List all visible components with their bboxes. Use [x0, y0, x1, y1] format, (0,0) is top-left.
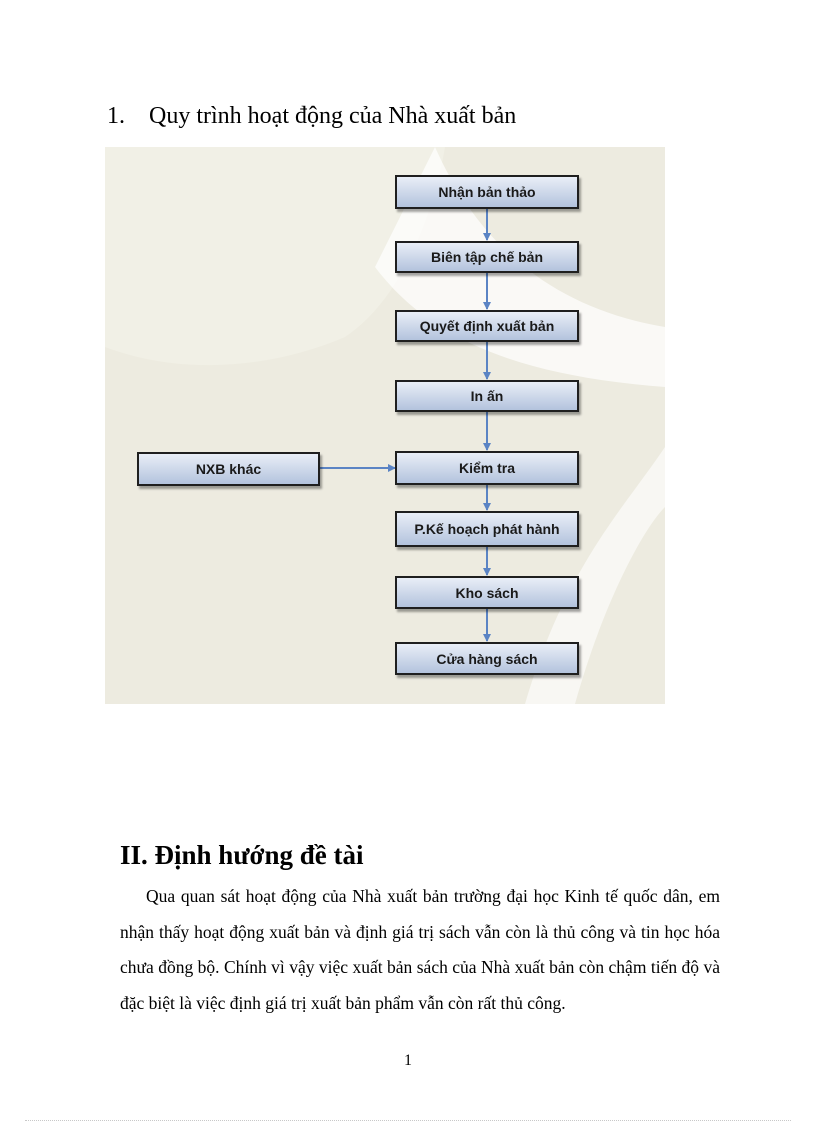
section-1-number: 1. [107, 103, 125, 129]
section-2-paragraph: Qua quan sát hoạt động của Nhà xuất bản trường đại học Kinh tế quốc dân, em nhận thấy hoạt động xuất bản và định giá trị sách vẫn còn là thủ công và tin học hóa chưa đồng bộ. Chính vì vậy việc xuất bản sách của Nhà xuất bản còn chậm tiến độ và đặc biệt là việc định giá trị xuất bản phẩm vẫn còn rất thủ công. [120, 886, 720, 1013]
section-1-title: Quy trình hoạt động của Nhà xuất bản [149, 103, 517, 129]
flow-step-distribution-planning: P.Kế hoạch phát hành [395, 511, 579, 547]
flow-step-bookstore: Cửa hàng sách [395, 642, 579, 675]
flow-step-receive-manuscript: Nhận bản thảo [395, 175, 579, 209]
diagram-background-arrows [105, 147, 665, 704]
flow-step-printing: In ấn [395, 380, 579, 412]
page-number: 1 [404, 1052, 412, 1069]
flow-input-other-publishers: NXB khác [137, 452, 320, 486]
section-1-heading [107, 100, 516, 132]
flow-step-publish-decision: Quyết định xuất bản [395, 310, 579, 342]
section-2-heading: II. Định hướng đề tài [120, 840, 364, 870]
process-flow-diagram [105, 147, 665, 704]
flow-step-inspection: Kiểm tra [395, 451, 579, 485]
flow-step-editing: Biên tập chế bản [395, 241, 579, 273]
page-bottom-divider [25, 1120, 791, 1121]
flow-step-warehouse: Kho sách [395, 576, 579, 609]
